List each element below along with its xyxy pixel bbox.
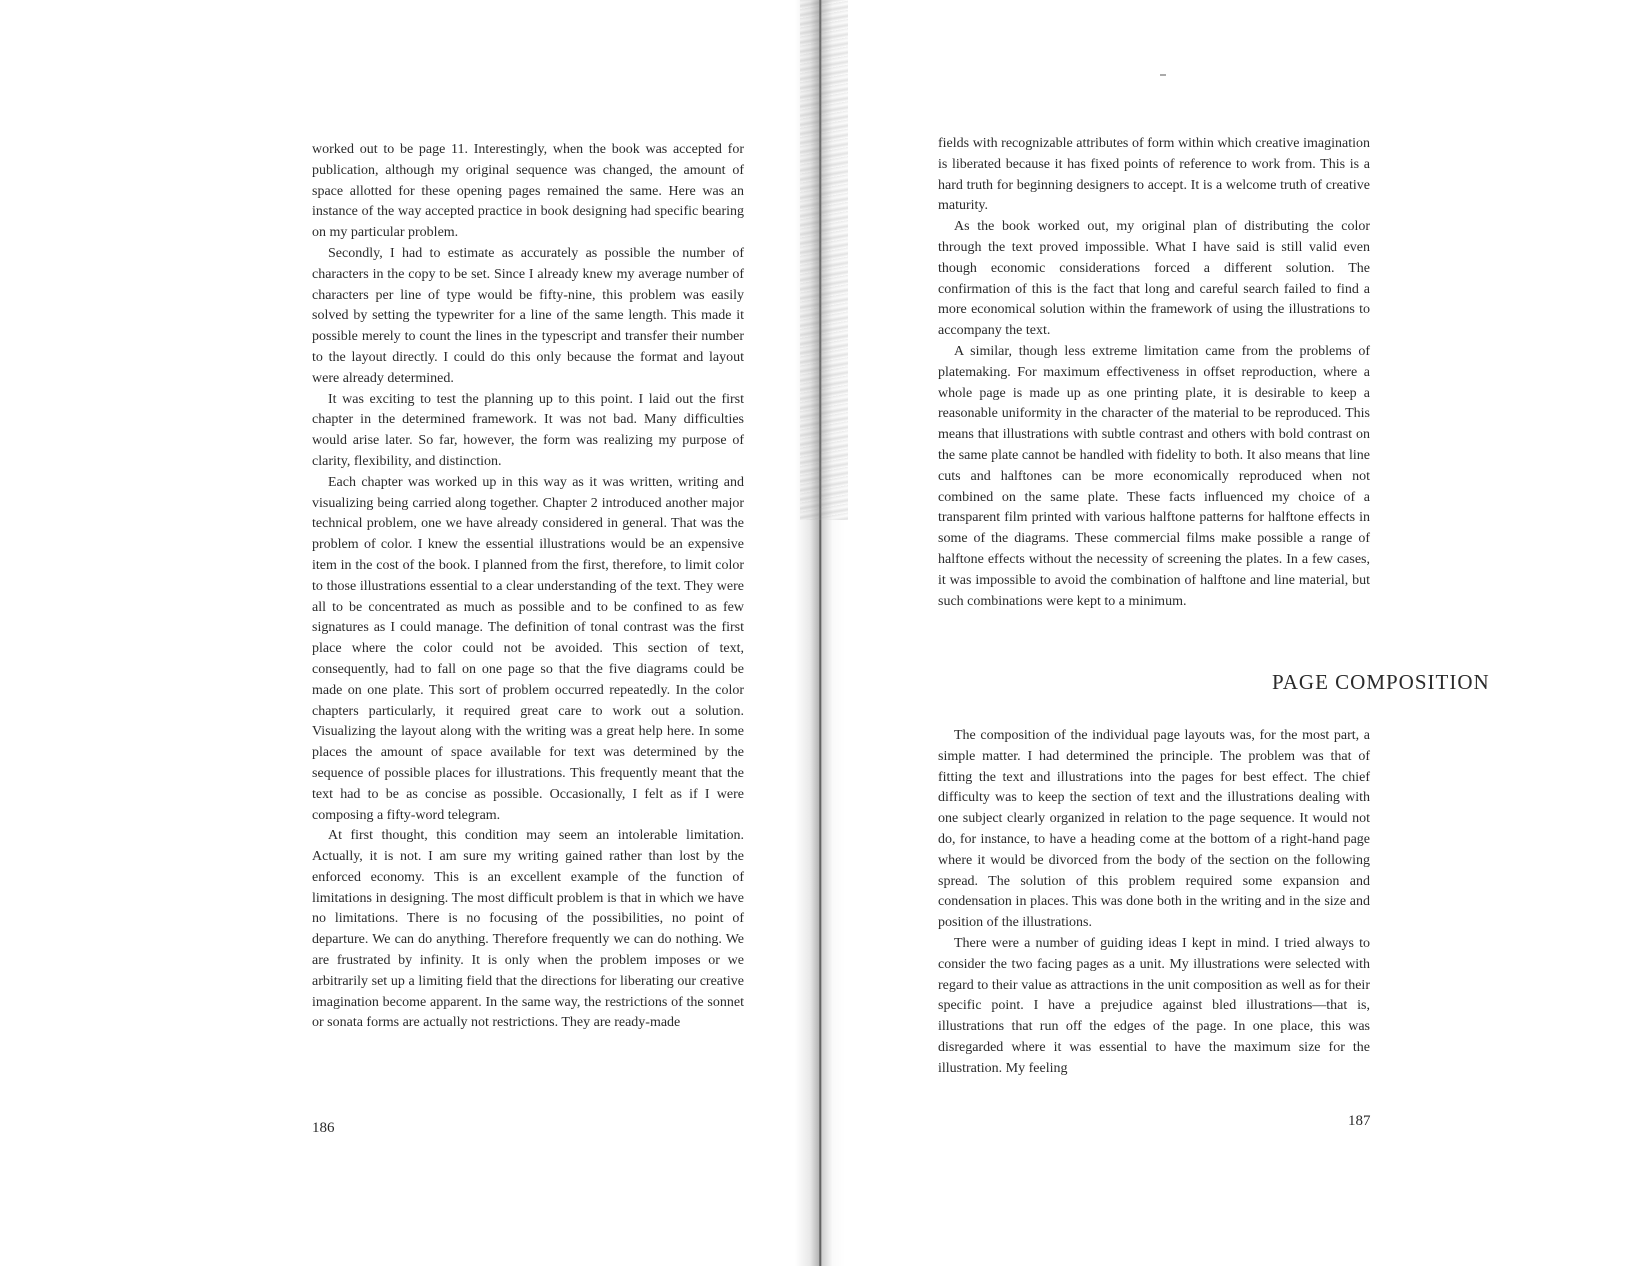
right-page-number: 187 xyxy=(1348,1113,1371,1129)
right-paragraph-2: As the book worked out, my original plan of distributing the color through the text proved impossible. What I have said is still valid even though economic considerations forced a different solution. The confirmation of this is the fact that long and careful search failed to find a more economical solution within the framework of using the illustrations to accompany the text. xyxy=(938,219,1370,339)
left-page-text xyxy=(312,140,744,1034)
gutter-shadow xyxy=(800,0,848,520)
left-paragraph-2: Secondly, I had to estimate as accurately as possible the number of characters in the copy to be set. Since I already knew my average number of characters per line of type would be fifty-nine, this problem was easily solved by setting the typewriter for a line of the same length. This made it possible merely to count the lines in the typescript and transfer their number to the layout directly. I could do this only because the format and layout were already determined. xyxy=(312,245,744,386)
right-paragraph-1: fields with recognizable attributes of form within which creative imagination is liberated because it has fixed points of reference to work from. This is a hard truth for beginning designers to accept. It is a welcome truth of creative maturity. xyxy=(938,136,1370,214)
left-page-number: 186 xyxy=(312,1120,335,1136)
left-paragraph-1: worked out to be page 11. Interestingly, when the book was accepted for publication, although my original sequence was changed, the amount of space allotted for these opening pages remained the same. Here was an instance of the way accepted practice in book designing had specific bearing on my particular problem. xyxy=(312,142,744,241)
section-heading: PAGE COMPOSITION xyxy=(1272,670,1490,694)
right-page-text-top xyxy=(938,134,1370,612)
right-paragraph-3: A similar, though less extreme limitation came from the problems of platemaking. For maximum effectiveness in offset reproduction, where a whole page is made up as one printing plate, it is desirable to keep a reasonable uniformity in the character of the material to be reproduced. This means that illustrations with subtle contrast and others with bold contrast on the same plate cannot be handled with fidelity to both. It also means that line cuts and halftones can be more economically reproduced when not combined on the same plate. These facts influenced my choice of a transparent film printed with various halftone patterns for halftone effects in some of the diagrams. These commercial films make possible a range of halftone effects without the necessity of screening the plates. In a few cases, it was impossible to avoid the combination of halftone and line material, but such combinations were kept to a minimum. xyxy=(938,343,1370,609)
left-paragraph-5: At first thought, this condition may seem an intolerable limitation. Actually, it is not. I am sure my writing gained rather than lost by the enforced economy. This is an excellent example of the function of limitations in designing. The most difficult problem is that in which we have no limitations. There is no focusing of the possibilities, no point of departure. We can do anything. Therefore frequently we can do nothing. We are frustrated by infinity. It is only when the problem imposes or we arbitrarily set up a limiting field that the directions for liberating our creative imagination become apparent. In the same way, the restrictions of the sonnet or sonata forms are actually not restrictions. They are ready-made xyxy=(312,828,744,1031)
left-paragraph-4: Each chapter was worked up in this way as it was written, writing and visualizing being carried along together. Chapter 2 introduced another major technical problem, one we have already considered in general. That was the problem of color. I knew the essential illustrations would be an expensive item in the cost of the book. I planned from the first, therefore, to limit color to those illustrations essential to a clear understanding of the text. They were all to be concentrated as much as possible and to be confined to as few signatures as I could manage. The definition of tonal contrast was the first place where the color could not be avoided. This section of text, consequently, had to fall on one page so that the five diagrams could be made on one plate. This sort of problem occurred repeatedly. In the color chapters particularly, it required great care to work out a solution. Visualizing the layout along with the writing was a great help here. In some places the amount of space available for text was determined by the sequence of possible places for illustrations. This frequently meant that the text had to be as concise as possible. Occasionally, I felt as if I were composing a fifty-word telegram. xyxy=(312,474,744,823)
right-page-text-bottom xyxy=(938,726,1370,1080)
right-paragraph-5: There were a number of guiding ideas I kept in mind. I tried always to consider the two facing pages as a unit. My illustrations were selected with regard to their value as attractions in the unit composition as well as for their specific point. I have a prejudice against bled illustrations—that is, illustrations that run off the edges of the page. In one place, this was disregarded where it was essential to have the maximum size for the illustration. My feeling xyxy=(938,935,1370,1076)
right-paragraph-4: The composition of the individual page layouts was, for the most part, a simple matter. I had determined the principle. The problem was that of fitting the text and illustrations into the pages for best effect. The chief difficulty was to keep the section of text and the illustrations dealing with one subject clearly organized in relation to the page sequence. It would not do, for instance, to have a heading come at the bottom of a right-hand page where it would be divorced from the body of the section on the following spread. The solution of this problem required some expansion and condensation in places. This was done both in the writing and in the size and position of the illustrations. xyxy=(938,728,1370,931)
left-paragraph-3: It was exciting to test the planning up to this point. I laid out the first chapter in the determined framework. It was not bad. Many difficulties would arise later. So far, however, the form was realizing my purpose of clarity, flexibility, and distinction. xyxy=(312,391,744,469)
page-speck xyxy=(1160,74,1166,76)
